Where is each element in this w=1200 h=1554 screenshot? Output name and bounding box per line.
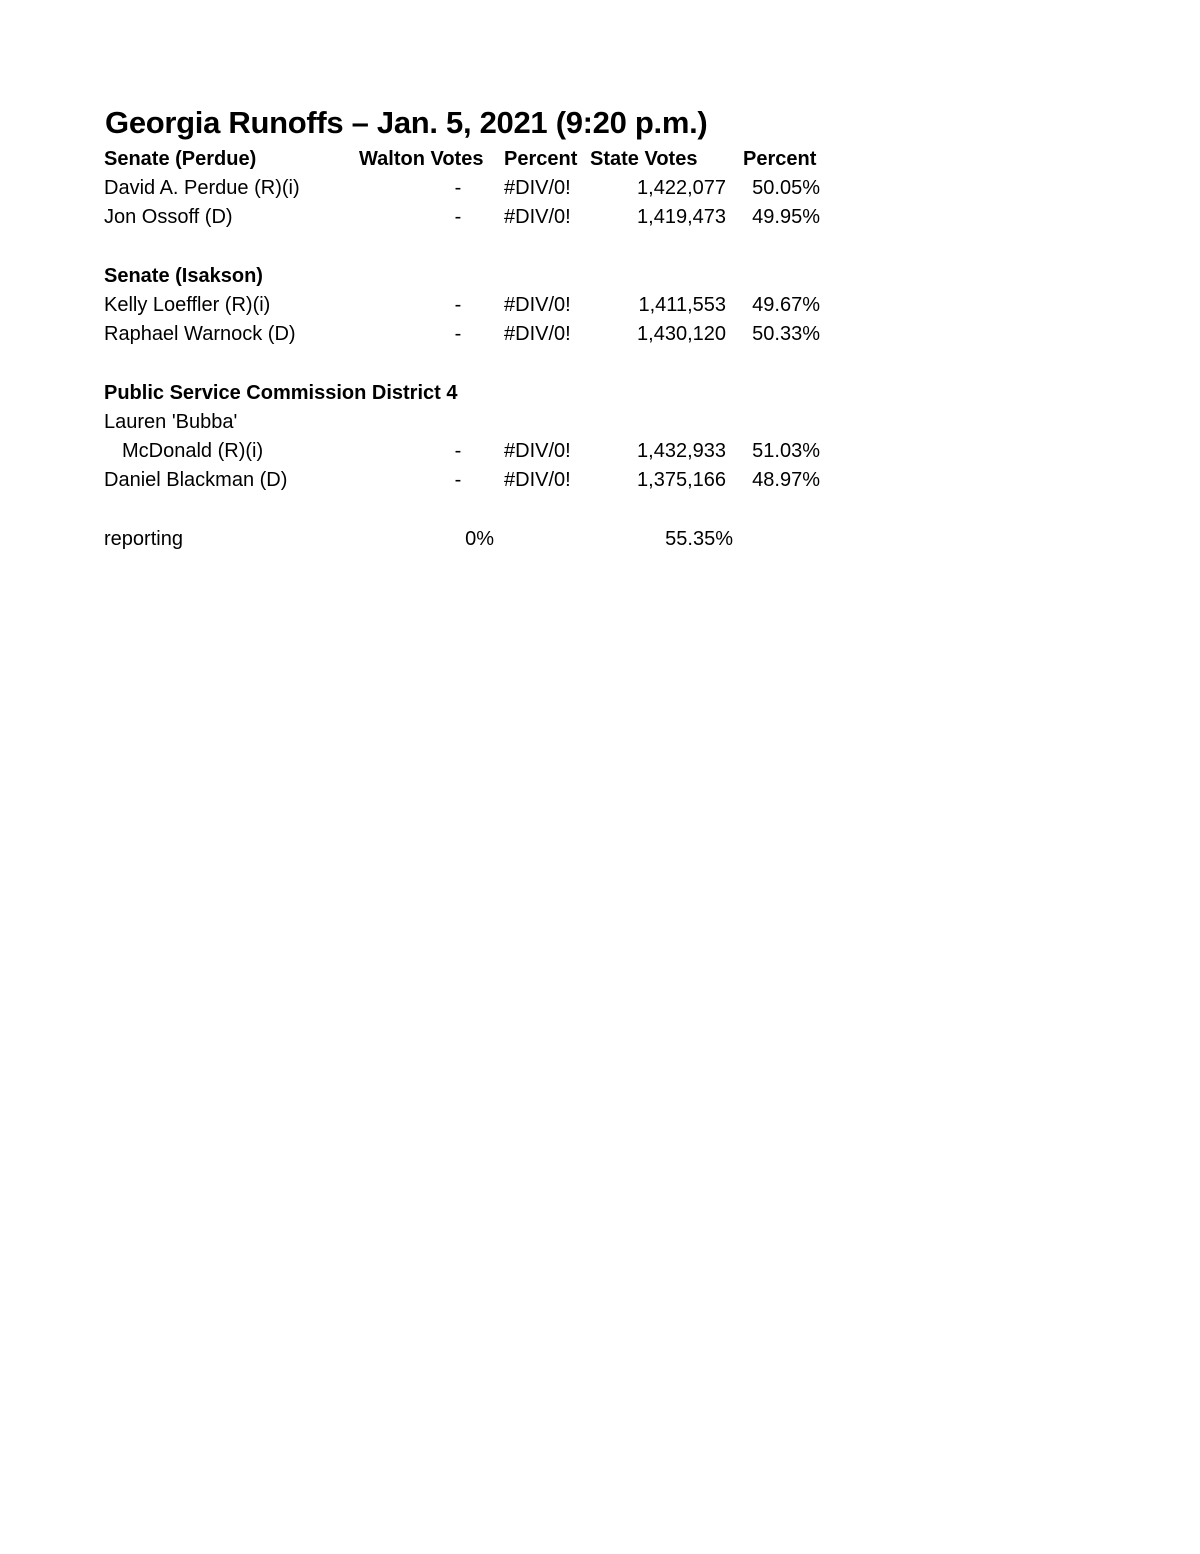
candidate-name-line [0, 408, 1200, 437]
walton-percent: #DIV/0! [504, 469, 571, 491]
state-votes: 1,411,553 [638, 294, 726, 316]
candidate-row [0, 203, 1200, 232]
race-name: Public Service Commission District 4 [104, 382, 458, 404]
state-votes: 1,432,933 [637, 440, 726, 462]
state-percent: 51.03% [752, 440, 820, 462]
race-header-senate-isakson [0, 262, 1200, 291]
walton-votes: - [454, 294, 462, 316]
race-header-senate-perdue [0, 145, 1200, 174]
walton-percent: #DIV/0! [504, 323, 571, 345]
candidate-row [0, 437, 1200, 466]
candidate-row [0, 174, 1200, 203]
page-title: Georgia Runoffs – Jan. 5, 2021 (9:20 p.m.) [105, 105, 708, 140]
candidate-name: Kelly Loeffler (R)(i) [104, 294, 271, 316]
race-name: Senate (Isakson) [104, 265, 263, 287]
candidate-name: McDonald (R)(i) [122, 440, 264, 462]
candidate-name-first-line: Lauren 'Bubba' [104, 411, 238, 433]
reporting-label: reporting [104, 528, 183, 550]
state-votes: 1,430,120 [637, 323, 726, 345]
candidate-name: Daniel Blackman (D) [104, 469, 288, 491]
state-votes: 1,422,077 [637, 177, 726, 199]
walton-votes: - [454, 323, 462, 345]
race-name: Senate (Perdue) [104, 148, 257, 170]
walton-votes: - [454, 469, 462, 491]
walton-votes: - [454, 177, 462, 199]
state-percent: 49.95% [752, 206, 820, 228]
candidate-row [0, 291, 1200, 320]
state-reporting: 55.35% [665, 528, 733, 550]
col-header-percent: Percent [504, 148, 578, 170]
candidate-row [0, 466, 1200, 495]
walton-percent: #DIV/0! [504, 440, 571, 462]
state-percent: 50.05% [752, 177, 820, 199]
walton-votes: - [454, 440, 462, 462]
race-header-psc-district-4 [0, 379, 1200, 408]
walton-percent: #DIV/0! [504, 177, 571, 199]
state-percent: 49.67% [752, 294, 820, 316]
candidate-name: Jon Ossoff (D) [104, 206, 233, 228]
col-header-walton-votes: Walton Votes [359, 148, 484, 170]
walton-reporting: 0% [465, 528, 494, 550]
col-header-state-votes: State Votes [590, 148, 698, 170]
state-votes: 1,375,166 [637, 469, 726, 491]
walton-percent: #DIV/0! [504, 206, 571, 228]
candidate-name: Raphael Warnock (D) [104, 323, 296, 345]
state-votes: 1,419,473 [637, 206, 726, 228]
candidate-row [0, 320, 1200, 349]
walton-votes: - [454, 206, 462, 228]
col-header-state-percent: Percent [743, 148, 817, 170]
state-percent: 50.33% [752, 323, 820, 345]
state-percent: 48.97% [752, 469, 820, 491]
walton-percent: #DIV/0! [504, 294, 571, 316]
candidate-name: David A. Perdue (R)(i) [104, 177, 300, 199]
reporting-row [0, 525, 1200, 554]
